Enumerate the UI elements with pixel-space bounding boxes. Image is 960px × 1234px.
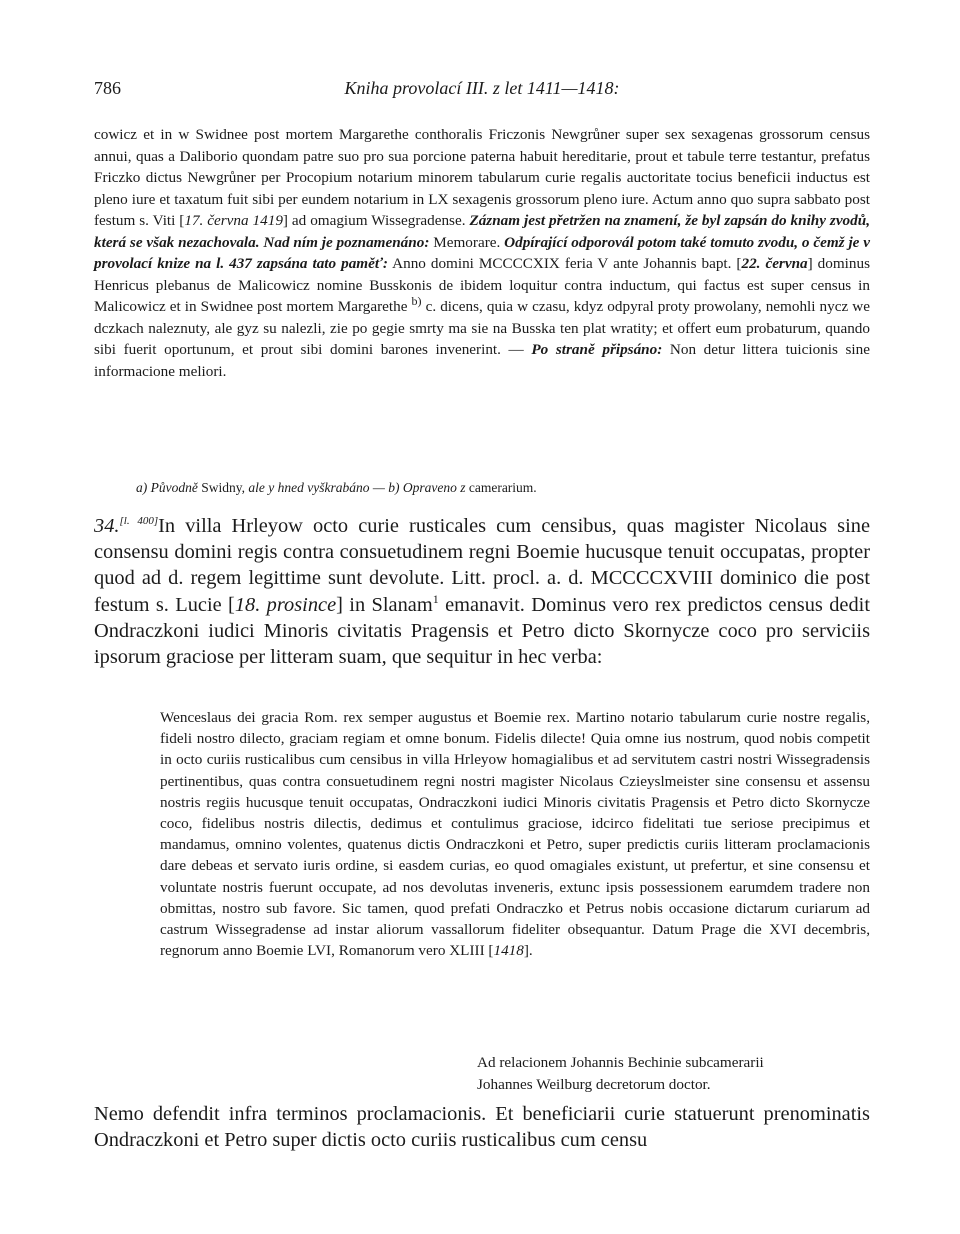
- footnote-ref: 1: [432, 591, 439, 606]
- footnote-label: Původně: [150, 480, 198, 495]
- editor-date: 1418: [493, 942, 524, 960]
- signature-line: Johannes Weilburg decretorum doctor.: [477, 1075, 711, 1093]
- text-segment: emanavit. Dominus vero rex predictos census dedit Ondraczkoni iudici Minoris civitatis Pragensis et Petro dicto Skornycze coco pro serviciis ipsorum graciose per litteram suam, que sequitur in hec verba:: [94, 593, 870, 669]
- charter-text: [160, 707, 870, 961]
- text-segment: Memorare.: [429, 233, 505, 251]
- footnote-mark: b): [388, 480, 400, 495]
- text-segment: ] dominus Henricus plebanus de Malicowicz nomine Busskonis de ibidem loquitur contra inductum, qui factus est super census in Malicowicz et in Swidnee post mortem Margarethe: [94, 255, 870, 315]
- previous-entry-text: [94, 124, 870, 382]
- text-segment: Wenceslaus dei gracia Rom. rex semper augustus et Boemie rex. Martino notario tabularum curie nostre regalis, fideli nostro dilecto, graciam regiam et omne bonum. Fidelis dilecte! Quia omne ius nostrum, quod nobis competit in octo curiis rusticalibus cum censibus in villa Hrleyow homagialibus et ad servitutem castri nostri Wissegradensis pertinentibus, quas contra consuetudinem regni nostri magister Nicolaus Czieyslmeister sine consensu et assensu nostris regiis hucusque tenuit occupatas, Ondraczkoni iudici Minoris civitatis Pragensis et Petro dicto Skornycze coco, fidelibus nostris dilectis, dedimus et contulimus graciose, idcirco fidelitati tue seriose precipimus et mandamus, omnino volentes, quatenus dictis Ondraczkoni et Petro, super predictis curiis litteram proclamacionis dare debeas et servato iuris ordine, si easdem curias, eo quod omagiales existunt, ut prefertur, et sine consensu et voluntate nostris fuerunt occupate, ad nos devolutas inveneris, extunc ipsis possessionem earumdem tradere non obmittas, nostro sub favore. Sic tamen, quod prefati Ondraczko et Petrus nobis occasione dictarum curiarum ad castrum Wissegradense ad instar aliorum vassallorum fideliter obsequantur. Datum Prage die XVI decembris, regnorum anno Boemie LVI, Romanorum vero XLIII [: [160, 709, 870, 960]
- text-segment: Non detur littera tuicionis sine informacione meliori.: [94, 341, 870, 380]
- running-title: Kniha provolací III. z let 1411—1418:: [344, 78, 620, 98]
- folio-reference: [l. 400]: [119, 515, 159, 528]
- text-segment: In villa Hrleyow octo curie rusticales cum censibus, quas magister Nicolaus sine consensu domini regis contra consuetudinem regni Boemie hucusque tenuit occupatas, propter quod ad d. regem legittime sunt devolute. Litt. procl. a. d. MCCCCXVIII dominico die post festum s. Lucie [: [94, 515, 870, 616]
- editor-note: Po straně připsáno:: [531, 341, 663, 358]
- footnote-text: ale y hned vyškrabáno —: [248, 480, 389, 495]
- editor-date: 18. prosince: [234, 593, 337, 616]
- footnote-label: Opraveno z: [399, 480, 466, 495]
- text-segment: ].: [523, 942, 533, 960]
- text-segment: cowicz et in w Swidnee post mortem Margarethe conthoralis Friczonis Newgrůner super sex sexagenas grossorum census annui, quas a Daliborio quondam patre suo pro sua porcione paterna habuit hereditarie, prout et tabule terre testantur, prefatus Friczko dictus Newgrůner per Procopium notarium minorem tabularum curie regalis auctoritate tocius beneficii inductus est pleno iure et taxatum fuit sibi per eundem notarium in LX sexagenis grossorum pleno iure. Actum anno quo supra sabbato post festum s. Viti [: [94, 126, 870, 229]
- text-segment: Anno domini MCCCCXIX feria V ante Johannis bapt. [: [387, 255, 742, 272]
- entry-continuation: Nemo defendit infra terminos proclamacionis. Et beneficiarii curie statuerunt prenominatis Ondraczkoni et Petro super dictis octo curiis rusticalibus cum censu: [94, 1103, 870, 1152]
- signature-line: Ad relacionem Johannis Bechinie subcamerarii: [477, 1054, 764, 1071]
- footnotes: [94, 479, 870, 497]
- editor-date: 22. června: [741, 255, 808, 272]
- editor-note: Odpírající odporovál potom také tomuto zvodu, o čemž je v provolací knize na l. 437 zapsána tato paměť:: [94, 233, 870, 272]
- signature-block: [477, 1052, 870, 1095]
- text-segment: ] ad omagium Wissegradense.: [282, 212, 470, 229]
- editor-date: 17. června 1419: [184, 212, 283, 229]
- footnote-text: camerarium.: [465, 480, 537, 495]
- running-head: [94, 78, 870, 102]
- text-segment: ] in Slanam: [336, 593, 433, 616]
- footnote-text: Swidny,: [197, 480, 249, 495]
- footnote-ref: b): [411, 293, 422, 308]
- footnote-mark: a): [136, 480, 148, 495]
- entry-number: 34.: [94, 515, 120, 537]
- entry-34: [94, 513, 870, 670]
- text-segment: c. dicens, quia w czasu, kdyz odpyral proty prowolany, nemohli nycz we dczkach naleznuty, ale gyz su nalezli, zie po gegie smrty ma sie na Busska ten plat wratity; et offert eum probaturum, quando sibi fuerit oportunum, et prout sibi domini barones invenerint. —: [94, 298, 870, 358]
- page-number: 786: [94, 78, 121, 98]
- editor-note: Záznam jest přetržen na znamení, že byl zapsán do knihy zvodů, která se však nezachovala. Nad ním je poznamenáno:: [94, 212, 870, 251]
